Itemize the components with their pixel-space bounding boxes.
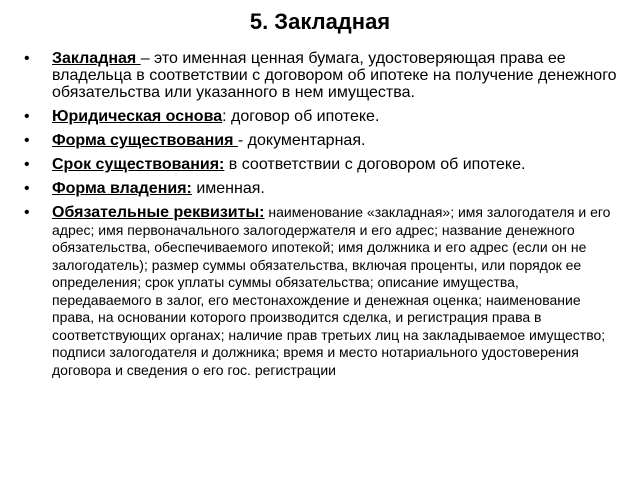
- ownership-text: именная.: [191, 180, 265, 197]
- bullet-marker: •: [24, 204, 30, 221]
- bullet-marker: •: [24, 156, 30, 173]
- form-existence-text: - документарная.: [237, 132, 366, 149]
- slide-title: 5. Закладная: [249, 9, 391, 34]
- bullet-marker: •: [24, 132, 30, 149]
- bullet-item-form-existence: [22, 132, 622, 149]
- bullet-item-definition: [22, 50, 622, 101]
- term-ownership: Форма владения:: [52, 180, 192, 197]
- bullet-marker: •: [24, 50, 30, 67]
- duration-text: в соответствии с договором об ипотеке.: [224, 156, 526, 173]
- bullet-marker: •: [24, 108, 30, 125]
- bullet-list: [22, 50, 622, 386]
- bullet-marker: •: [24, 180, 30, 197]
- term-duration: Срок существования:: [52, 156, 225, 173]
- legal-basis-text: : договор об ипотеке.: [222, 108, 380, 125]
- bullet-item-legal-basis: [22, 108, 622, 125]
- term-form-existence: Форма существования: [52, 132, 238, 149]
- term-legal-basis: Юридическая основа: [52, 108, 223, 125]
- bullet-item-requisites: [22, 204, 622, 379]
- definition-text: – это именная ценная бумага, удостоверяющая права ее владельца в соответствии с договором об ипотеке на получение денежного обязательства или указанного в нем имущества.: [52, 50, 617, 101]
- term-zakladnaya: Закладная: [52, 50, 141, 67]
- bullet-item-term: [22, 156, 622, 173]
- requisites-text: наименование «закладная»; имя залогодателя и его адрес; имя первоначального залогодержателя и его адрес; название денежного обязательства, обеспечиваемого ипотекой; имя должника и его адрес (если он не залогодатель); размер суммы обязательства, включая проценты, или порядок ее определения; срок уплаты суммы обязательства; описание имущества, передаваемого в залог, его местонахождение и денежная оценка; наименование права, на основании которого производится сделка, и регистрация права в соответствующих органах; наличие прав третьих лиц на закладываемое имущество; подписи залогодателя и должника; время и место нотариального удостоверения договора и сведения о его гос. регистрации: [52, 204, 611, 378]
- bullet-item-ownership: [22, 180, 622, 197]
- term-requisites: Обязательные реквизиты:: [52, 204, 265, 221]
